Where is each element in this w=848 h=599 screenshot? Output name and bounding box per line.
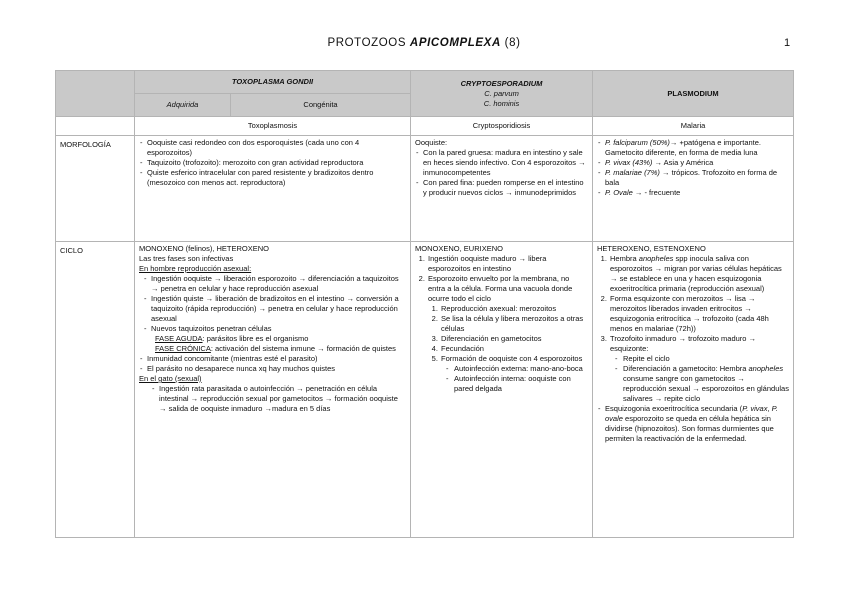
row-label-ciclo: CICLO <box>56 242 135 538</box>
ciclo-plasmo <box>593 242 794 538</box>
list-item: - Inmunidad concomitante (mientras esté el parasito) <box>147 354 406 364</box>
crypto-ooquiste-intro: Ooquiste: <box>415 138 448 147</box>
list-item: 3. Diferenciación en gametocitos <box>440 334 588 344</box>
list-item: - Diferenciación a gametocito: Hembra anopheles consume sangre con gametocitos → reproducción sexual → esporozoitos en glándulas salivares → repite ciclo <box>622 364 789 404</box>
page-number: 1 <box>784 37 791 49</box>
disease-crypto: Cryptosporidiosis <box>411 117 593 136</box>
disease-label-empty <box>56 117 135 136</box>
list-item: - Autoinfección externa: mano-ano-boca <box>453 364 588 374</box>
toxo-cat-heading: En el gato (sexual) <box>139 374 202 383</box>
ciclo-crypto <box>411 242 593 538</box>
list-item: - Autoinfección interna: ooquiste con pared delgada <box>453 374 588 394</box>
list-item: - Ingestión quiste → liberación de bradizoitos en el intestino → conversión a taquizoito (rápida reproducción) → penetra en celular y hace reproducción asexual <box>151 294 406 324</box>
list-item: - P. malariae (7%) → trópicos. Trofozoito en forma de bala <box>605 168 789 188</box>
list-item: - Ingestión ooquiste → liberación esporozoito → diferenciación a taquizoitos → penetra en celular y hace reproducción asexual <box>151 274 406 294</box>
toxo-ciclo-head: MONOXENO (felinos), HETEROXENO <box>139 244 270 253</box>
list-item: 5. Formación de ooquiste con 4 esporozoitos - Autoinfección externa: mano-ano-boca - Autoinfección interna: ooquiste con pared delgada <box>440 354 588 394</box>
toxo-human-heading: En hombre reproducción asexual: <box>139 264 252 273</box>
header-toxoplasma: TOXOPLASMA GONDII <box>135 71 411 94</box>
list-item: - Ooquiste casi redondeo con dos esporoquistes (cada uno con 4 esporozoitos) <box>147 138 406 158</box>
list-item: 2. Se lisa la célula y libera merozoitos a otras células <box>440 314 588 334</box>
list-item: - Ingestión rata parasitada o autoinfección → penetración en célula intestinal → reproducción sexual por gametocitos → formación ooquiste → salida de ooquiste inmaduro →madura en 5 días <box>159 384 406 414</box>
list-item: - P. vivax (43%) → Asia y América <box>605 158 789 168</box>
list-item: 1. Ingestión ooquiste maduro → libera esporozoitos en intestino <box>427 254 588 274</box>
list-item: 2. Esporozoito envuelto por la membrana, no entra a la célula. Forma una vacuola donde ocurre todo el ciclo 1. Reproducción axexual: merozoitos 2. Se lisa la célula y libera merozoitos a otras células 3. Diferenciación en gametocitos 4. Fecundación 5. Formación de ooquiste con 4 esporozoitos - Autoinfección externa: mano-ano-boca - Autoinfección interna: ooquiste con pared delgada <box>427 274 588 394</box>
header-crypto-sp1: C. parvum <box>484 88 519 98</box>
list-item: - Esquizogonia exoeritrocítica secundaria (P. vivax, P. ovale esporozoito se queda en célula hepática sin dividirse (hipnozoitos). Son formas durmientes que permiten la reactivación de la enfermedad. <box>605 404 789 444</box>
morfologia-plasmo <box>593 136 794 242</box>
toxo-ciclo-intro: Las tres fases son infectivas <box>139 254 234 263</box>
list-item: 3. Trozofoito inmaduro → trofozoito maduro → esquizonte: - Repite el ciclo - Diferenciación a gametocito: Hembra anopheles consume sangre con gametocitos → reproducción sexual → esporozoitos en glándulas salivares → repite ciclo <box>609 334 789 404</box>
header-toxo-acquired: Adquirida <box>135 94 231 117</box>
morfologia-crypto <box>411 136 593 242</box>
list-item: - P. Ovale → - frecuente <box>605 188 789 198</box>
header-toxo-congenital: Congénita <box>231 94 411 117</box>
list-item: - Nuevos taquizoitos penetran células FASE AGUDA: parásitos libre es el organismo FASE CRÓNICA: activación del sistema inmune → formación de quistes <box>151 324 406 354</box>
crypto-ciclo-head: MONOXENO, EURIXENO <box>415 244 503 253</box>
list-item: - Repite el ciclo <box>622 354 789 364</box>
disease-plasmo: Malaria <box>593 117 794 136</box>
row-label-morfologia: MORFOLOGÍA <box>56 136 135 242</box>
list-item: - Con pared fina: pueden romperse en el intestino y producir nuevos ciclos → inmunodeprimidos <box>423 178 588 198</box>
list-item: - Quiste esferico intracelular con pared resistente y bradizoitos dentro (mesozoico con menos act. reproductora) <box>147 168 406 188</box>
header-crypto-sp2: C. hominis <box>483 98 520 108</box>
plasmo-ciclo-head: HETEROXENO, ESTENOXENO <box>597 244 706 253</box>
header-crypto-name: CRYPTOESPORADIUM <box>460 78 543 88</box>
header-cryptosporidium <box>411 71 593 117</box>
header-plasmodium: PLASMODIUM <box>593 71 794 117</box>
list-item: 4. Fecundación <box>440 344 588 354</box>
list-item: 1. Hembra anopheles spp inocula saliva con esporozoitos → migran por varias células hepáticas → se establece en una y hacen esquizogonia exoeritrocítica primaria (reproducción asexual) <box>609 254 789 294</box>
list-item: - El parásito no desaparece nunca xq hay muchos quistes <box>147 364 406 374</box>
morfologia-toxo <box>135 136 411 242</box>
list-item: - Con la pared gruesa: madura en intestino y sale en heces siendo infectivo. Con 4 esporozoitos → inmunocompetentes <box>423 148 588 178</box>
list-item: - P. falciparum (50%)→ +patógena e importante. Gametocito diferente, en forma de media luna <box>605 138 789 158</box>
comparison-table <box>55 70 794 538</box>
page-title: PROTOZOOS APICOMPLEXA (8) <box>327 37 521 49</box>
ciclo-toxo <box>135 242 411 538</box>
list-item: 2. Forma esquizonte con merozoitos → lisa → merozoitos liberados invaden eritrocitos → esquizogonia eritrocítica → trofozoito (cada 48h menos en malariae (72h)) <box>609 294 789 334</box>
list-item: 1. Reproducción axexual: merozoitos <box>440 304 588 314</box>
corner-cell <box>56 71 135 117</box>
list-item: - Taquizoito (trofozoito): merozoito con gran actividad reproductora <box>147 158 406 168</box>
disease-toxo: Toxoplasmosis <box>135 117 411 136</box>
